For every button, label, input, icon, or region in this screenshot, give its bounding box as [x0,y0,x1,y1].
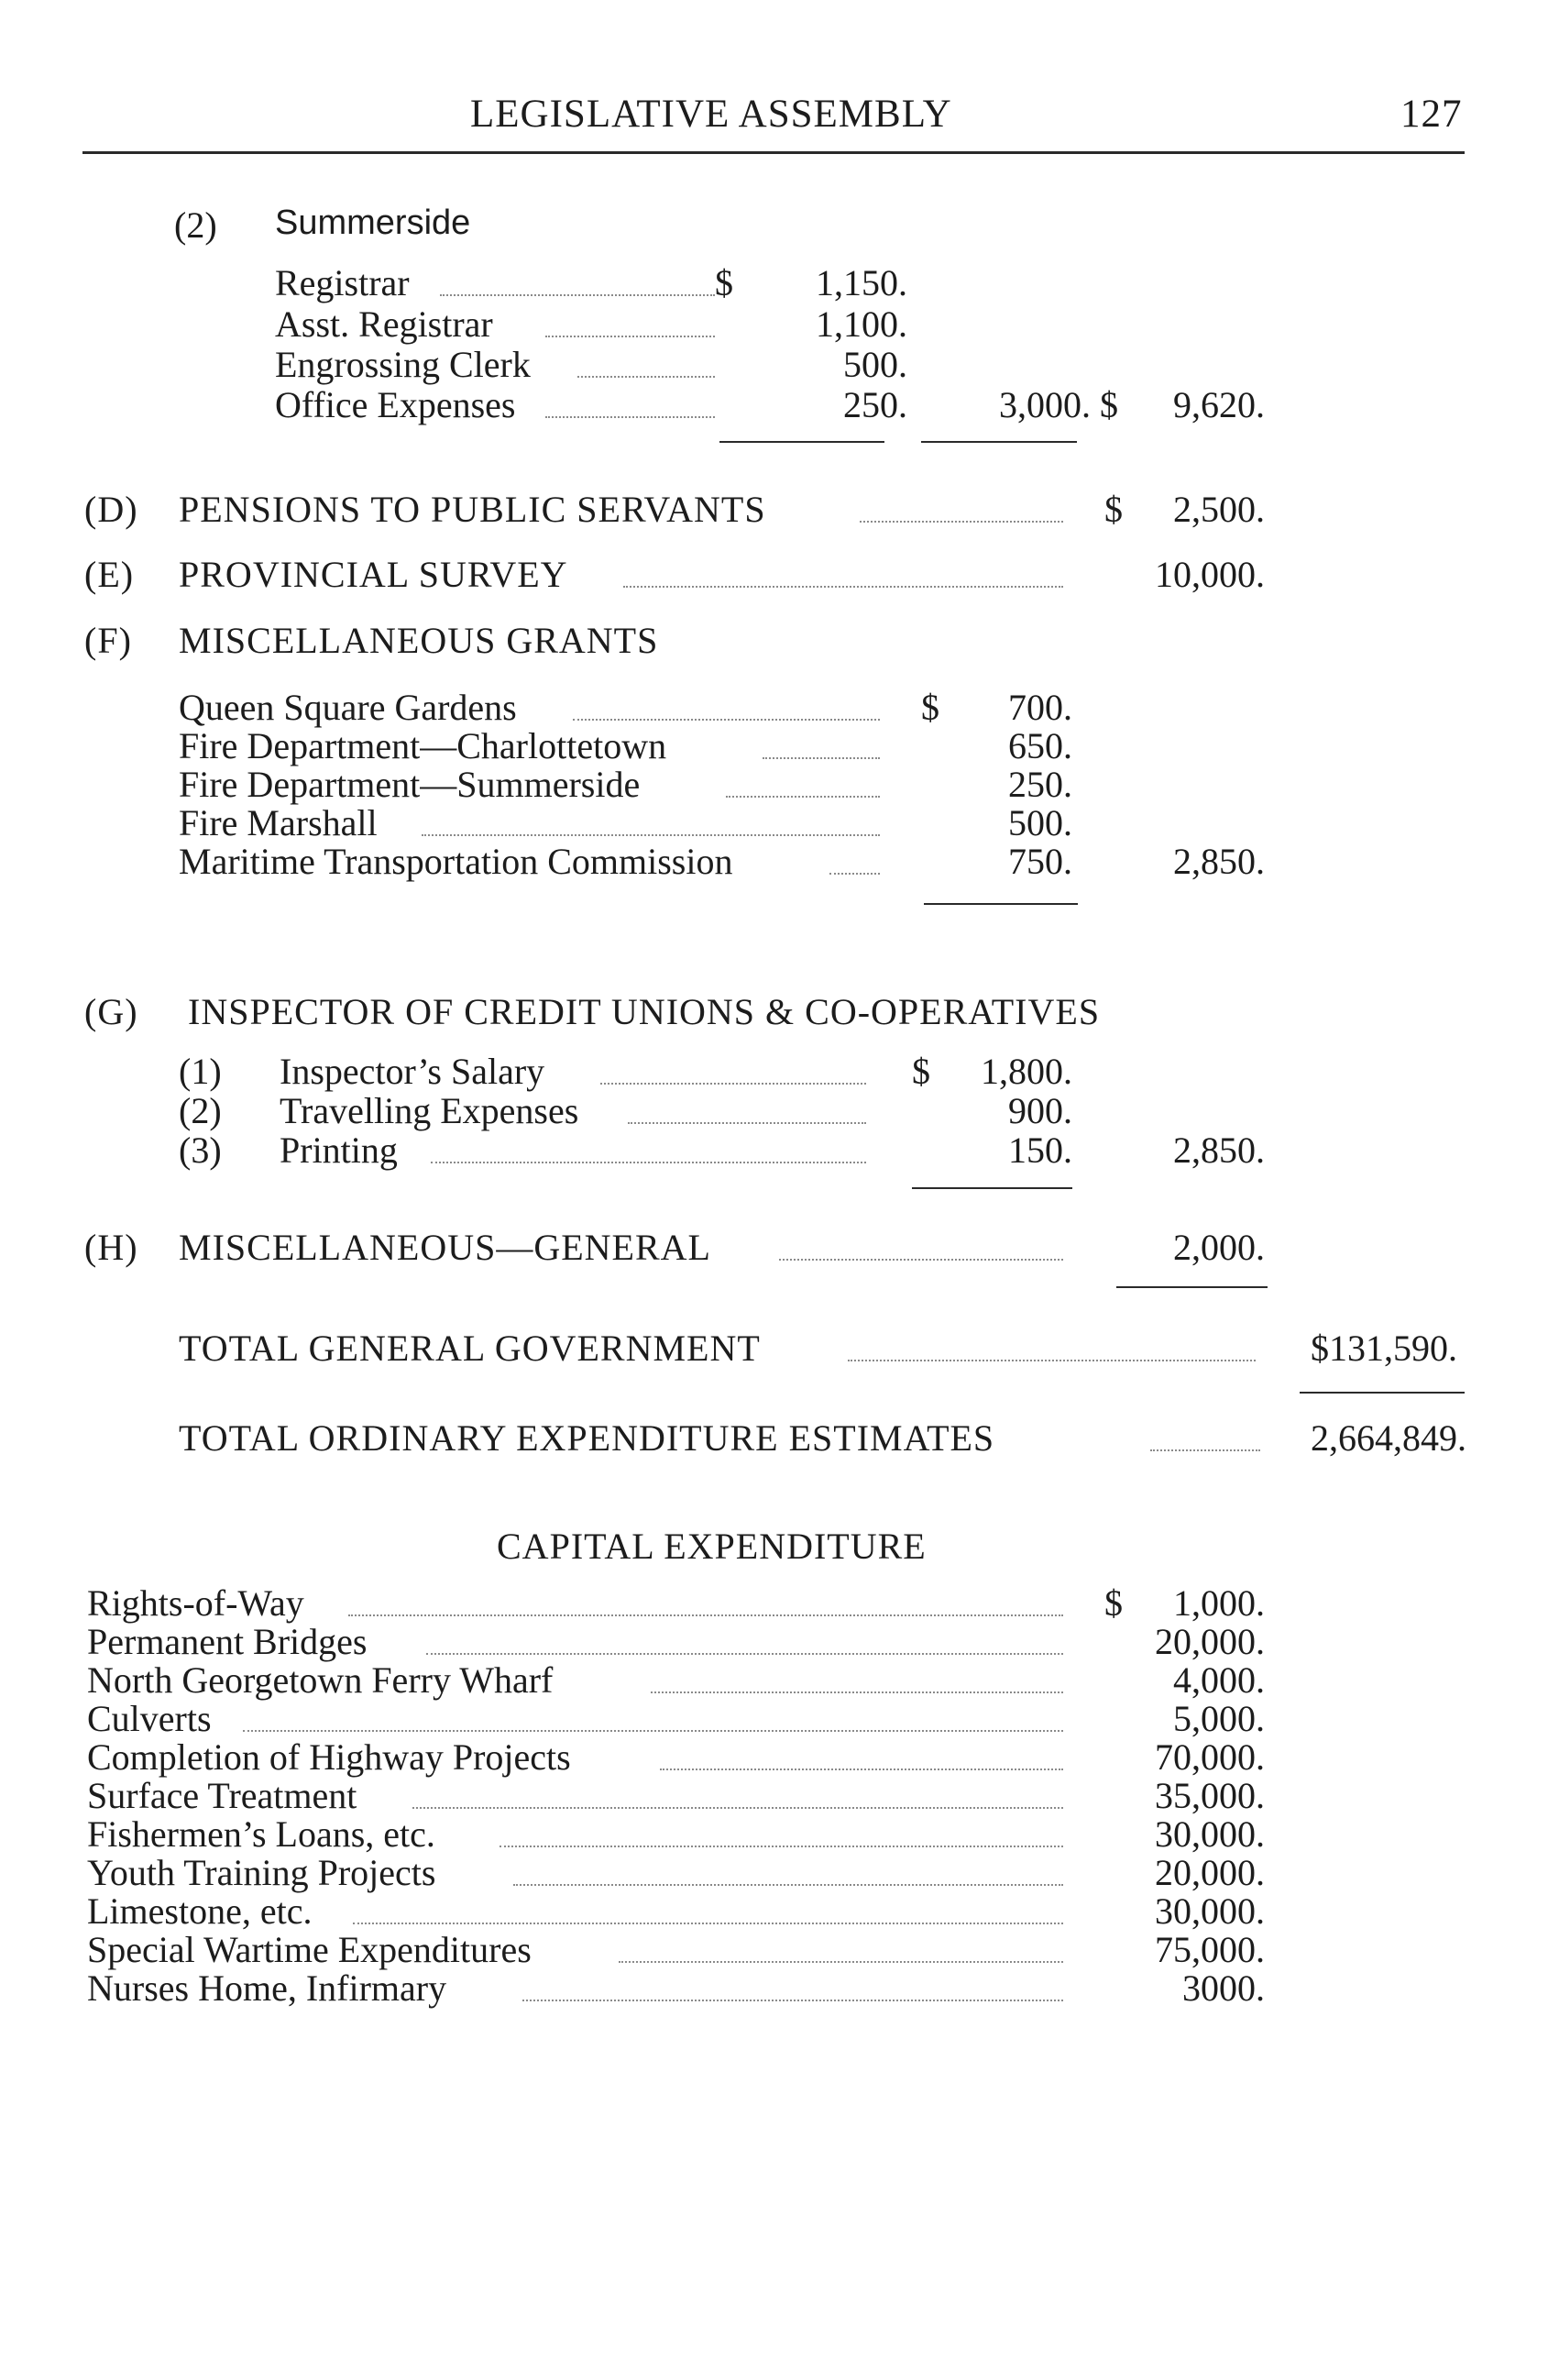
inspector-row-label: Travelling Expenses [280,1090,579,1131]
leader-dots [440,294,715,296]
leader-dots [860,521,1063,523]
grant-row-amount: 250. [1008,764,1072,805]
grant-row-label: Fire Department—Charlottetown [179,725,667,766]
capital-row-label: Culverts [87,1698,212,1739]
capital-row-label: Rights-of-Way [87,1582,304,1624]
inspector-row-number: (3) [179,1129,222,1171]
summerside-row-amount: 250. [843,384,907,425]
leader-dots [779,1259,1063,1261]
section-d-title: PENSIONS TO PUBLIC SERVANTS [179,489,766,530]
section-letter: (F) [84,620,132,661]
section-h-amount: 2,000. [1173,1227,1265,1268]
summerside-row-label: Office Expenses [275,384,516,425]
total-rule [1300,1392,1465,1394]
capital-row-label: Surface Treatment [87,1775,357,1816]
leader-dots [619,1961,1063,1963]
capital-row-label: Special Wartime Expenditures [87,1929,532,1970]
capital-row-label: Completion of Highway Projects [87,1736,571,1778]
leader-dots [412,1807,1063,1809]
subtotal-rule [921,441,1077,443]
dollar-sign: $ [1100,384,1118,425]
leader-dots [651,1691,1063,1693]
capital-row-amount: 5,000. [1173,1698,1265,1739]
section-h-title: MISCELLANEOUS—GENERAL [179,1227,711,1268]
inspector-row-amount: 150. [1008,1129,1072,1171]
summerside-total: 9,620. [1173,384,1265,425]
grant-row-amount: 750. [1008,841,1072,882]
summerside-subtotal: 3,000. [999,384,1091,425]
leader-dots [545,416,715,418]
summerside-row-label: Engrossing Clerk [275,344,531,385]
grant-row-label: Fire Marshall [179,802,378,843]
section-letter: (E) [84,554,135,595]
capital-row-amount: 35,000. [1155,1775,1265,1816]
subtotal-rule [1116,1286,1268,1288]
dollar-sign: $ [715,262,733,303]
inspector-row-amount: 1,800. [981,1051,1072,1092]
grant-row-label: Queen Square Gardens [179,687,517,728]
section-f-title: MISCELLANEOUS GRANTS [179,620,659,661]
total-ordinary-amount: 2,664,849. [1311,1417,1466,1459]
summerside-row-label: Asst. Registrar [275,303,493,345]
leader-dots [660,1768,1063,1770]
grant-row-amount: 700. [1008,687,1072,728]
capital-row-amount: 20,000. [1155,1621,1265,1662]
leader-dots [829,873,880,875]
section-g-title: INSPECTOR OF CREDIT UNIONS & CO-OPERATIVES [188,991,1101,1032]
total-general-government-amount: $131,590. [1311,1328,1457,1369]
capital-row-label: Limestone, etc. [87,1890,313,1932]
capital-row-label: Youth Training Projects [87,1852,436,1893]
capital-row-label: Permanent Bridges [87,1621,368,1662]
inspector-row-label: Inspector’s Salary [280,1051,545,1092]
section-d-amount: 2,500. [1173,489,1265,530]
capital-row-amount: 3000. [1182,1967,1265,2009]
leader-dots [848,1360,1256,1361]
section-letter: (D) [84,489,138,530]
leader-dots [1150,1449,1260,1451]
dollar-sign: $ [921,687,939,728]
section-letter: (G) [84,991,138,1032]
summerside-title: Summerside [275,204,471,242]
page-number: 127 [1400,93,1463,136]
leader-dots [426,1653,1063,1655]
leader-dots [600,1083,866,1085]
subtotal-rule [924,903,1078,905]
subtotal-rule [719,441,884,443]
leader-dots [513,1884,1063,1886]
inspector-row-label: Printing [280,1129,398,1171]
section-e-amount: 10,000. [1155,554,1265,595]
inspector-row-amount: 900. [1008,1090,1072,1131]
summerside-row-amount: 500. [843,344,907,385]
capital-row-label: Nurses Home, Infirmary [87,1967,447,2009]
dollar-sign: $ [912,1051,930,1092]
grant-row-label: Maritime Transportation Commission [179,841,733,882]
subtotal-rule [912,1187,1072,1189]
grant-row-amount: 500. [1008,802,1072,843]
capital-row-amount: 70,000. [1155,1736,1265,1778]
capital-row-amount: 30,000. [1155,1890,1265,1932]
summerside-row-label: Registrar [275,262,410,303]
capital-row-label: Fishermen’s Loans, etc. [87,1813,435,1855]
section-f-total: 2,850. [1173,841,1265,882]
section-e-title: PROVINCIAL SURVEY [179,554,568,595]
inspector-row-number: (2) [179,1090,222,1131]
leader-dots [243,1730,1063,1732]
capital-row-amount: 20,000. [1155,1852,1265,1893]
grant-row-label: Fire Department—Summerside [179,764,641,805]
dollar-sign: $ [1104,489,1123,530]
header-rule [82,151,1465,154]
leader-dots [422,834,880,836]
total-ordinary-label: TOTAL ORDINARY EXPENDITURE ESTIMATES [179,1417,995,1459]
dollar-sign: $ [1104,1582,1123,1624]
capital-row-amount: 75,000. [1155,1929,1265,1970]
leader-dots [763,757,880,759]
leader-dots [431,1162,866,1163]
capital-row-amount: 30,000. [1155,1813,1265,1855]
capital-row-amount: 4,000. [1173,1659,1265,1701]
leader-dots [348,1614,1063,1616]
section-letter: (H) [84,1227,138,1268]
capital-expenditure-heading: CAPITAL EXPENDITURE [497,1526,927,1567]
section-g-total: 2,850. [1173,1129,1265,1171]
leader-dots [545,336,715,337]
grant-row-amount: 650. [1008,725,1072,766]
capital-row-label: North Georgetown Ferry Wharf [87,1659,554,1701]
leader-dots [726,796,880,798]
inspector-row-number: (1) [179,1051,222,1092]
summerside-number: (2) [174,204,217,246]
leader-dots [500,1846,1063,1847]
summerside-row-amount: 1,150. [816,262,907,303]
leader-dots [522,2000,1063,2001]
total-general-government-label: TOTAL GENERAL GOVERNMENT [179,1328,761,1369]
leader-dots [353,1923,1063,1924]
leader-dots [628,1122,866,1124]
summerside-row-amount: 1,100. [816,303,907,345]
page-header-title: LEGISLATIVE ASSEMBLY [470,93,952,136]
capital-row-amount: 1,000. [1173,1582,1265,1624]
leader-dots [573,719,880,721]
leader-dots [577,376,715,378]
leader-dots [623,586,1063,588]
